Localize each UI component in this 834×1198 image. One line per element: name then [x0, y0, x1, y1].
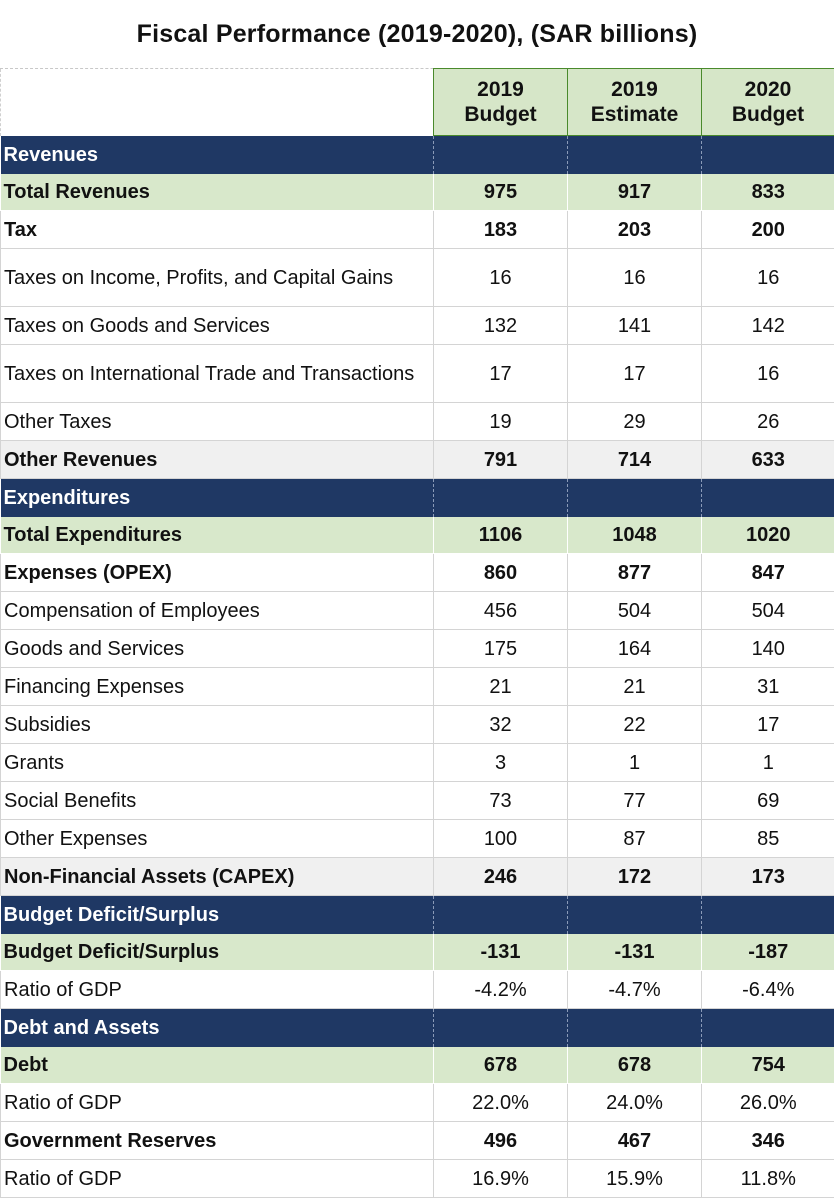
cell: 15.9%: [568, 1160, 702, 1198]
table-row: [1, 744, 834, 782]
table-row: [1, 554, 834, 592]
cell: 21: [568, 668, 702, 706]
row-label: Total Revenues: [1, 174, 434, 211]
cell: 847: [702, 554, 834, 592]
cell: 132: [434, 307, 568, 345]
cell: 26: [702, 403, 834, 441]
cell: 467: [568, 1122, 702, 1160]
cell: 173: [702, 858, 834, 896]
cell: 22: [568, 706, 702, 744]
cell: 100: [434, 820, 568, 858]
cell: 678: [568, 1047, 702, 1084]
cell: 16: [702, 345, 834, 403]
cell: [702, 896, 834, 934]
cell: 87: [568, 820, 702, 858]
corner-cell: [1, 69, 434, 136]
cell: [434, 479, 568, 517]
row-label: Subsidies: [1, 706, 434, 744]
cell: -187: [702, 934, 834, 971]
row-label: Taxes on Income, Profits, and Capital Gains: [1, 249, 434, 307]
cell: 200: [702, 211, 834, 249]
row-label: Revenues: [1, 136, 434, 174]
cell: 73: [434, 782, 568, 820]
fiscal-table: [0, 68, 834, 1198]
cell: 141: [568, 307, 702, 345]
table-row: [1, 820, 834, 858]
cell: 860: [434, 554, 568, 592]
cell: [568, 479, 702, 517]
cell: 3: [434, 744, 568, 782]
cell: 26.0%: [702, 1084, 834, 1122]
row-label: Other Expenses: [1, 820, 434, 858]
row-label: Ratio of GDP: [1, 971, 434, 1009]
row-label: Taxes on Goods and Services: [1, 307, 434, 345]
table-row: [1, 668, 834, 706]
section-header-debt-assets: [1, 1009, 834, 1047]
section-header-revenues: [1, 136, 834, 174]
cell: 175: [434, 630, 568, 668]
table-title: Fiscal Performance (2019-2020), (SAR billions): [0, 0, 834, 69]
cell: 496: [434, 1122, 568, 1160]
cell: 11.8%: [702, 1160, 834, 1198]
column-header-2020-budget: 2020 Budget: [702, 69, 834, 136]
cell: 164: [568, 630, 702, 668]
row-label: Debt: [1, 1047, 434, 1084]
cell: 17: [568, 345, 702, 403]
table-row: [1, 307, 834, 345]
cell: 246: [434, 858, 568, 896]
table-row: [1, 706, 834, 744]
cell: [702, 1009, 834, 1047]
row-label: Expenditures: [1, 479, 434, 517]
cell: 346: [702, 1122, 834, 1160]
table-row: [1, 1122, 834, 1160]
table-row: [1, 211, 834, 249]
row-label: Budget Deficit/Surplus: [1, 934, 434, 971]
cell: 16: [434, 249, 568, 307]
cell: -131: [434, 934, 568, 971]
cell: -4.7%: [568, 971, 702, 1009]
total-row: [1, 174, 834, 211]
cell: 1: [702, 744, 834, 782]
row-label: Tax: [1, 211, 434, 249]
row-label: Other Revenues: [1, 441, 434, 479]
cell: 17: [702, 706, 834, 744]
cell: [434, 1009, 568, 1047]
cell: 22.0%: [434, 1084, 568, 1122]
row-label: Expenses (OPEX): [1, 554, 434, 592]
total-row: [1, 1047, 834, 1084]
row-label: Taxes on International Trade and Transactions: [1, 345, 434, 403]
cell: 16: [702, 249, 834, 307]
row-label: Other Taxes: [1, 403, 434, 441]
cell: 203: [568, 211, 702, 249]
cell: [434, 136, 568, 174]
cell: 16.9%: [434, 1160, 568, 1198]
cell: -4.2%: [434, 971, 568, 1009]
cell: 32: [434, 706, 568, 744]
row-label: Grants: [1, 744, 434, 782]
table-row: [1, 592, 834, 630]
cell: 1048: [568, 517, 702, 554]
column-header-row: [1, 69, 834, 136]
total-row: [1, 517, 834, 554]
section-header-budget-deficit: [1, 896, 834, 934]
table-row: [1, 858, 834, 896]
cell: 917: [568, 174, 702, 211]
table-row: [1, 630, 834, 668]
cell: [702, 479, 834, 517]
row-label: Compensation of Employees: [1, 592, 434, 630]
table-row: [1, 441, 834, 479]
row-label: Social Benefits: [1, 782, 434, 820]
column-header-2019-budget: 2019 Budget: [434, 69, 568, 136]
cell: 140: [702, 630, 834, 668]
table-row: [1, 403, 834, 441]
row-label: Non-Financial Assets (CAPEX): [1, 858, 434, 896]
cell: -131: [568, 934, 702, 971]
row-label: Goods and Services: [1, 630, 434, 668]
cell: 1020: [702, 517, 834, 554]
cell: [702, 136, 834, 174]
cell: 1: [568, 744, 702, 782]
row-label: Budget Deficit/Surplus: [1, 896, 434, 934]
cell: 975: [434, 174, 568, 211]
cell: 24.0%: [568, 1084, 702, 1122]
cell: 504: [702, 592, 834, 630]
cell: 754: [702, 1047, 834, 1084]
cell: 69: [702, 782, 834, 820]
cell: 19: [434, 403, 568, 441]
table-row: [1, 345, 834, 403]
column-header-2019-estimate: 2019 Estimate: [568, 69, 702, 136]
cell: 21: [434, 668, 568, 706]
cell: [568, 136, 702, 174]
row-label: Debt and Assets: [1, 1009, 434, 1047]
cell: 29: [568, 403, 702, 441]
cell: 877: [568, 554, 702, 592]
cell: 456: [434, 592, 568, 630]
cell: 714: [568, 441, 702, 479]
cell: 85: [702, 820, 834, 858]
cell: 504: [568, 592, 702, 630]
row-label: Ratio of GDP: [1, 1160, 434, 1198]
table-row: [1, 1084, 834, 1122]
cell: 633: [702, 441, 834, 479]
row-label: Financing Expenses: [1, 668, 434, 706]
cell: 77: [568, 782, 702, 820]
cell: -6.4%: [702, 971, 834, 1009]
cell: 833: [702, 174, 834, 211]
cell: [568, 896, 702, 934]
cell: 31: [702, 668, 834, 706]
row-label: Government Reserves: [1, 1122, 434, 1160]
cell: 678: [434, 1047, 568, 1084]
cell: 16: [568, 249, 702, 307]
cell: [568, 1009, 702, 1047]
table-row: [1, 249, 834, 307]
cell: 791: [434, 441, 568, 479]
section-header-expenditures: [1, 479, 834, 517]
table-row: [1, 782, 834, 820]
cell: 17: [434, 345, 568, 403]
cell: 1106: [434, 517, 568, 554]
table-row: [1, 971, 834, 1009]
total-row: [1, 934, 834, 971]
row-label: Ratio of GDP: [1, 1084, 434, 1122]
row-label: Total Expenditures: [1, 517, 434, 554]
cell: [434, 896, 568, 934]
cell: 142: [702, 307, 834, 345]
cell: 183: [434, 211, 568, 249]
cell: 172: [568, 858, 702, 896]
